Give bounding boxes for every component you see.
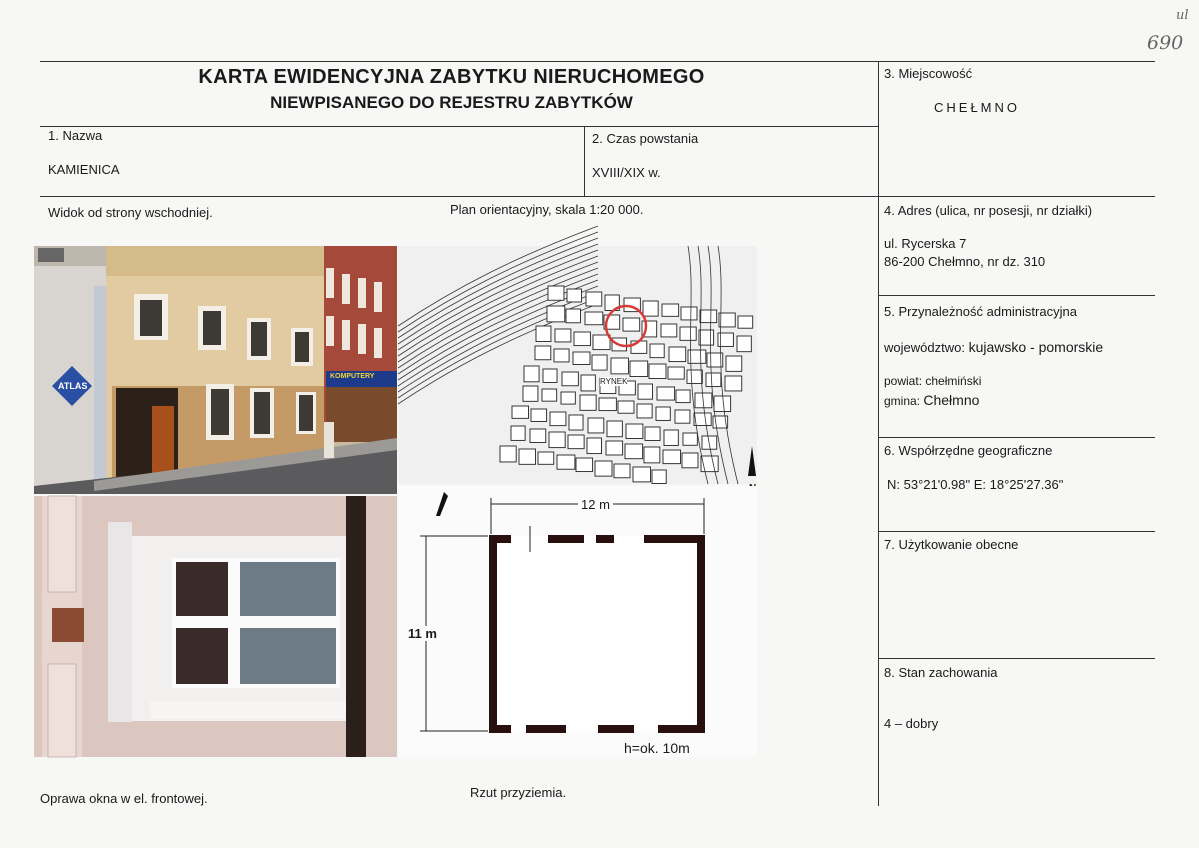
caption-ground-plan: Rzut przyziemia. — [470, 785, 567, 800]
map-drawing — [398, 246, 757, 484]
plan-height-label: h=ok. 10m — [624, 740, 690, 756]
plan-width-label: 12 m — [578, 497, 613, 512]
plan-north-arrow-icon — [436, 492, 448, 516]
place-label: 3. Miejscowość — [884, 66, 973, 81]
place-value: CHEŁMNO — [934, 100, 1021, 115]
caption-window: Oprawa okna w el. frontowej. — [40, 791, 208, 806]
admin-label: 5. Przynależność administracyjna — [884, 304, 1077, 319]
usage-label: 7. Użytkowanie obecne — [884, 537, 1019, 552]
caption-plan: Plan orientacyjny, skala 1:20 000. — [450, 202, 644, 217]
address-label: 4. Adres (ulica, nr posesji, nr działki) — [884, 203, 1093, 218]
floor-plan-drawing — [398, 486, 757, 757]
usage-bottom-rule — [878, 658, 1155, 659]
window-photo — [34, 496, 397, 757]
commune-prefix: gmina: — [884, 394, 921, 408]
county-value: chełmiński — [925, 374, 982, 388]
coords-label: 6. Współrzędne geograficzne — [884, 443, 1053, 458]
archive-number: 690 — [1147, 32, 1184, 54]
shop-sign: KOMPUTERY — [330, 373, 375, 380]
condition-label: 8. Stan zachowania — [884, 665, 998, 680]
commune-value: Chełmno — [923, 392, 980, 408]
coords-value: N: 53°21'0.98" E: 18°25'27.36" — [887, 477, 1064, 492]
admin-bottom-rule — [878, 437, 1155, 438]
facade-photo — [34, 246, 397, 494]
name-time-divider — [584, 126, 585, 196]
atlas-sign: ATLAS — [58, 381, 88, 391]
plan-depth-label: 11 m — [408, 626, 437, 641]
facade-photo-drawing — [34, 246, 397, 494]
floor-plan — [398, 486, 757, 757]
address-line1: ul. Rycerska 7 — [884, 236, 967, 251]
west-wall — [489, 535, 497, 733]
county-prefix: powiat: — [884, 374, 923, 388]
condition-value: 4 – dobry — [884, 716, 939, 731]
orientation-map — [398, 246, 757, 484]
east-wall — [697, 535, 705, 733]
voivodeship-prefix: województwo: — [884, 340, 965, 355]
name-bottom-rule — [40, 196, 1155, 197]
county — [884, 374, 981, 388]
address-bottom-rule — [878, 295, 1155, 296]
commune — [884, 392, 979, 408]
window-photo-drawing — [34, 496, 397, 757]
title-bottom-rule — [40, 126, 878, 127]
archive-mark: ul — [1176, 8, 1189, 23]
coords-bottom-rule — [878, 531, 1155, 532]
top-rule — [40, 61, 1155, 62]
time-label: 2. Czas powstania — [592, 131, 699, 146]
address-line2: 86-200 Chełmno, nr dz. 310 — [884, 254, 1046, 269]
voivodeship-value: kujawsko - pomorskie — [968, 339, 1104, 355]
card-title: KARTA EWIDENCYJNA ZABYTKU NIERUCHOMEGO — [198, 66, 705, 88]
caption-east-view: Widok od strony wschodniej. — [48, 205, 213, 220]
voivodeship — [884, 339, 1103, 355]
name-value: KAMIENICA — [48, 162, 120, 177]
name-label: 1. Nazwa — [48, 128, 103, 143]
time-value: XVIII/XIX w. — [592, 165, 661, 180]
card-subtitle: NIEWPISANEGO DO REJESTRU ZABYTKÓW — [270, 93, 633, 112]
right-column-divider — [878, 61, 879, 806]
map-rynek-label: RYNEK — [600, 377, 628, 386]
